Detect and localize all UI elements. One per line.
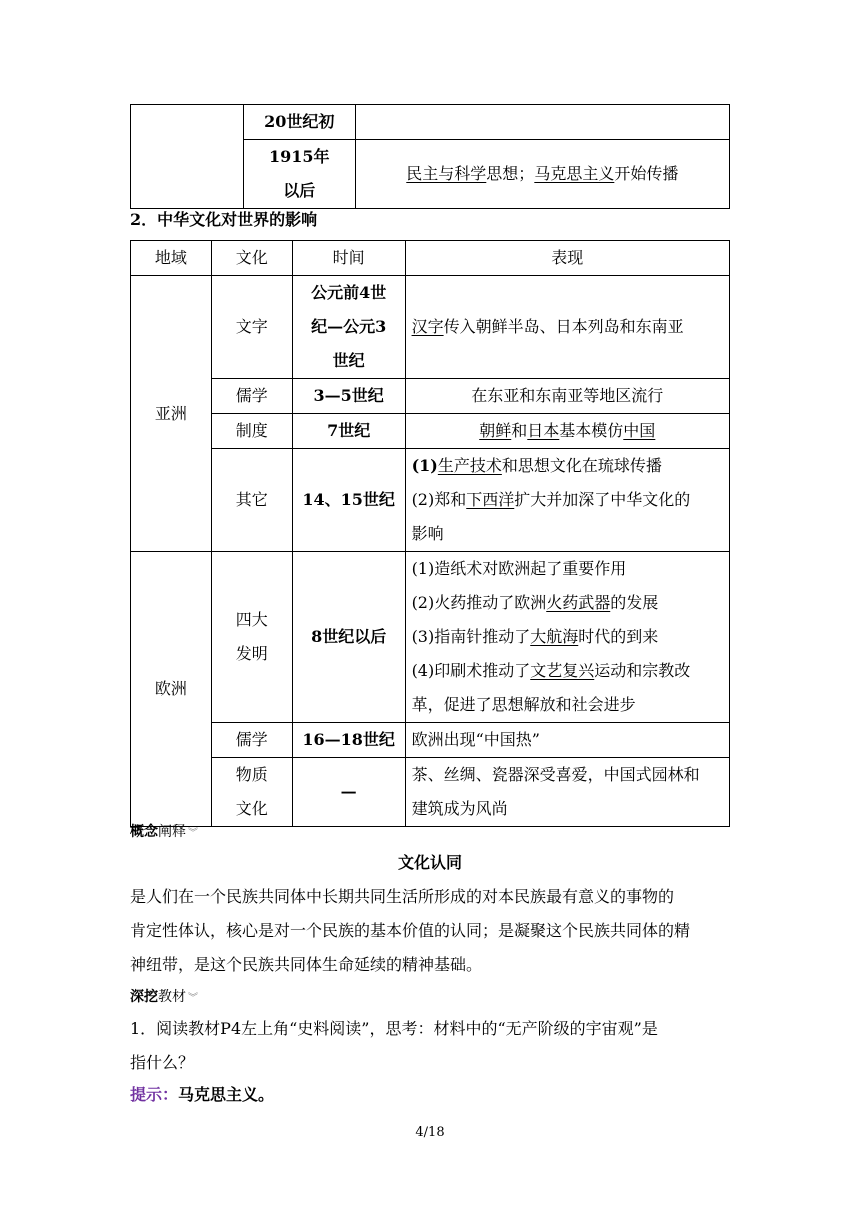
table-row <box>131 449 730 552</box>
section-title: 2．中华文化对世界的影响 <box>130 210 318 229</box>
text: 和 <box>511 421 528 440</box>
detail-cell: 欧洲出现“中国热” <box>405 723 729 758</box>
text: 的发展 <box>610 593 659 612</box>
detail-line <box>412 620 725 654</box>
time-cell: 3—5世纪 <box>292 379 405 414</box>
top-table-empty-cell <box>131 105 244 209</box>
underlined-term: 生产技术 <box>437 456 502 475</box>
text: (2)火药推动了欧洲 <box>411 593 547 612</box>
concept-paragraph <box>130 880 740 982</box>
tag-bold: 深挖 <box>130 989 158 1005</box>
chevron-down-icon: ︾ <box>188 993 198 1004</box>
question-line: 指什么？ <box>130 1053 195 1072</box>
underlined-term: 大航海 <box>530 627 579 646</box>
text: (1) <box>411 456 438 475</box>
time-line: 纪—公元3 <box>311 317 387 336</box>
text: (3)指南针推动了 <box>411 627 531 646</box>
table-row <box>131 552 730 723</box>
time-cell: 8世纪以后 <box>292 552 405 723</box>
underlined-term: 下西洋 <box>466 490 515 509</box>
time-line: 世纪 <box>332 351 365 370</box>
content-cell <box>355 140 729 209</box>
text: 时代的到来 <box>578 627 659 646</box>
tag-rest: 阐释 <box>158 824 186 840</box>
time-cell: — <box>292 758 405 827</box>
tag-rest: 教材 <box>158 989 186 1005</box>
culture-line: 四大 <box>235 610 268 629</box>
tag-bold: 概念 <box>130 824 158 840</box>
time-cell: 16—18世纪 <box>292 723 405 758</box>
culture-cell <box>211 552 292 723</box>
concept-title: 文化认同 <box>397 853 462 872</box>
detail-cell <box>405 276 729 379</box>
time-line: 公元前4世 <box>311 283 387 302</box>
header-cell: 地域 <box>131 241 212 276</box>
header-cell: 时间 <box>292 241 405 276</box>
paragraph-line: 肯定性体认，核心是对一个民族的基本价值的认同；是凝聚这个民族共同体的精 <box>130 921 691 940</box>
text: 运动和宗教改 <box>594 661 691 680</box>
text: 和思想文化在琉球传播 <box>501 456 662 475</box>
text: (4)印刷术推动了 <box>411 661 531 680</box>
top-table <box>130 104 730 209</box>
hint-label: 提示： <box>130 1085 179 1104</box>
culture-cell: 文字 <box>211 276 292 379</box>
underlined-term: 中国 <box>623 421 656 440</box>
table-row <box>131 723 730 758</box>
detail-line: 茶、丝绸、瓷器深受喜爱，中国式园林和 <box>411 765 700 784</box>
page-number: 4/18 <box>415 1125 445 1140</box>
chevron-down-icon: ︾ <box>188 828 198 839</box>
underlined-term: 汉字 <box>411 317 444 336</box>
detail-cell <box>405 414 729 449</box>
underlined-term: 马克思主义 <box>534 164 615 183</box>
culture-line: 发明 <box>235 644 268 663</box>
text: 传入朝鲜半岛、日本列岛和东南亚 <box>443 317 684 336</box>
culture-line: 物质 <box>235 765 268 784</box>
paragraph-line: 神纽带，是这个民族共同体生命延续的精神基础。 <box>130 955 483 974</box>
question <box>130 1012 740 1080</box>
detail-line: 革，促进了思想解放和社会进步 <box>411 695 636 714</box>
detail-line: 影响 <box>411 524 444 543</box>
underlined-term: 朝鲜 <box>479 421 512 440</box>
culture-cell: 其它 <box>211 449 292 552</box>
table-row <box>131 758 730 827</box>
underlined-term: 文艺复兴 <box>530 661 595 680</box>
time-cell: 14、15世纪 <box>292 449 405 552</box>
text: 开始传播 <box>614 164 679 183</box>
detail-line <box>412 586 725 620</box>
hint <box>130 1080 274 1110</box>
text: (2)郑和 <box>411 490 467 509</box>
text: 扩大并加深了中华文化的 <box>514 490 691 509</box>
detail-cell <box>405 552 729 723</box>
detail-line: 建筑成为风尚 <box>411 799 508 818</box>
period-cell: 20世纪初 <box>243 105 355 140</box>
detail-line <box>412 483 725 517</box>
influence-table <box>130 240 730 827</box>
culture-cell: 制度 <box>211 414 292 449</box>
text: 基本模仿 <box>559 421 624 440</box>
period-line: 以后 <box>283 181 316 200</box>
text: 思想； <box>486 164 535 183</box>
concept-tag <box>130 823 198 843</box>
table-row <box>131 276 730 379</box>
detail-line <box>412 449 725 483</box>
content-cell <box>355 105 729 140</box>
detail-cell <box>405 758 729 827</box>
culture-cell <box>211 758 292 827</box>
underlined-term: 民主与科学 <box>406 164 487 183</box>
detail-line: (1)造纸术对欧洲起了重要作用 <box>411 559 627 578</box>
question-line: 1．阅读教材P4左上角“史料阅读”，思考：材料中的“无产阶级的宇宙观”是 <box>130 1019 658 1038</box>
detail-cell <box>405 449 729 552</box>
table-row <box>131 379 730 414</box>
culture-cell: 儒学 <box>211 379 292 414</box>
culture-cell: 儒学 <box>211 723 292 758</box>
header-row <box>131 241 730 276</box>
paragraph-line: 是人们在一个民族共同体中长期共同生活所形成的对本民族最有意义的事物的 <box>130 887 675 906</box>
underlined-term: 火药武器 <box>546 593 611 612</box>
hint-text: 马克思主义。 <box>178 1085 275 1104</box>
underlined-term: 日本 <box>527 421 560 440</box>
dig-tag <box>130 988 198 1008</box>
header-cell: 表现 <box>405 241 729 276</box>
table-row <box>131 414 730 449</box>
region-cell: 欧洲 <box>131 552 212 827</box>
region-cell: 亚洲 <box>131 276 212 552</box>
period-cell <box>243 140 355 209</box>
period-line: 1915年 <box>268 147 330 166</box>
detail-cell: 在东亚和东南亚等地区流行 <box>405 379 729 414</box>
culture-line: 文化 <box>235 799 268 818</box>
time-cell: 7世纪 <box>292 414 405 449</box>
header-cell: 文化 <box>211 241 292 276</box>
detail-line <box>412 654 725 688</box>
time-cell <box>292 276 405 379</box>
